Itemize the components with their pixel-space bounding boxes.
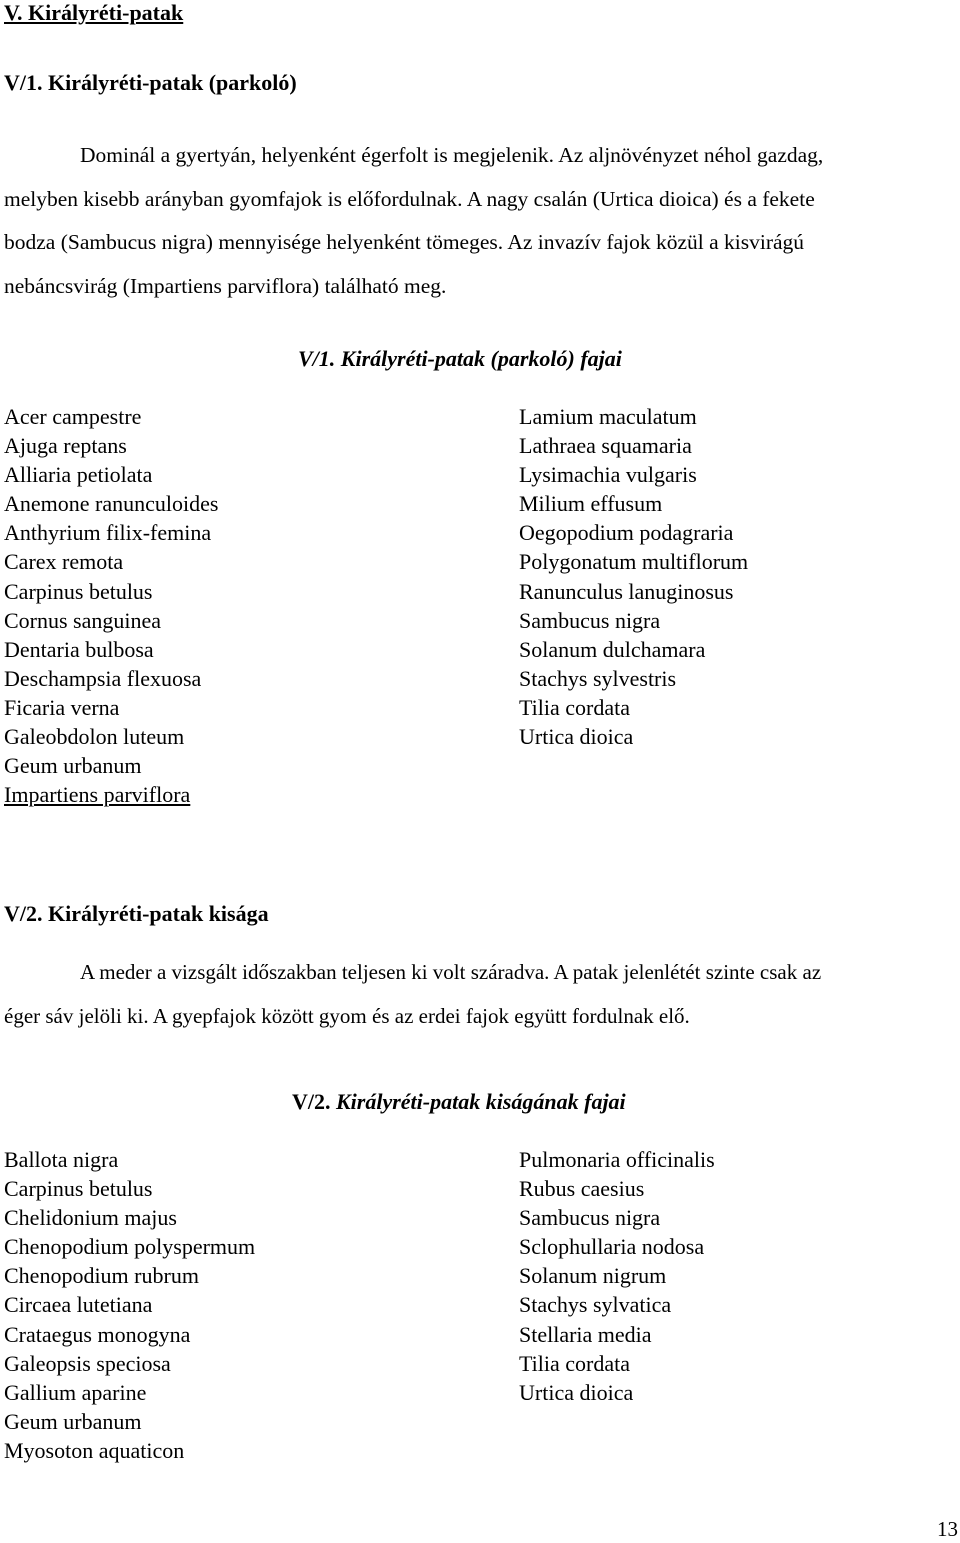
species-item: Cornus sanguinea [4, 607, 162, 633]
species-item: Chenopodium polyspermum [4, 1234, 256, 1260]
species-list-1-right [519, 402, 748, 751]
species-item: Carex remota [4, 549, 124, 575]
species-item: Galeobdolon luteum [4, 724, 185, 750]
species-item: Ballota nigra [4, 1147, 119, 1172]
section-title: V. Királyréti-patak [4, 0, 184, 25]
species-item: Oegopodium podagraria [519, 520, 734, 546]
species-item: Urtica dioica [519, 1379, 634, 1405]
species-item: Tilia cordata [519, 694, 630, 720]
species-item: Solanum dulchamara [519, 636, 706, 662]
species-item: Ficaria verna [4, 694, 120, 720]
species-item: Gallium aparine [4, 1379, 147, 1405]
subsection-1-table-caption: V/1. Királyréti-patak (parkoló) fajai [298, 346, 622, 371]
species-item: Dentaria bulbosa [4, 636, 154, 662]
species-item: Urtica dioica [519, 724, 634, 750]
species-item: Acer campestre [4, 404, 142, 429]
species-item: Geum urbanum [4, 753, 142, 779]
species-item: Polygonatum multiflorum [519, 549, 749, 575]
species-item: Sclophullaria nodosa [519, 1234, 705, 1260]
species-item: Ajuga reptans [4, 433, 127, 459]
species-item: Lathraea squamaria [519, 433, 692, 459]
paragraph-line: nebáncsvirág (Impartiens parviflora) található meg. [4, 273, 447, 298]
species-item: Anthyrium filix-femina [4, 520, 212, 546]
species-item: Ranunculus lanuginosus [519, 578, 734, 604]
subsection-2-heading: V/2. Királyréti-patak kisága [4, 901, 269, 926]
subsection-2-table-caption [292, 1089, 626, 1115]
subsection-1-heading: V/1. Királyréti-patak (parkoló) [4, 70, 297, 95]
species-item: Carpinus betulus [4, 578, 153, 604]
subsection-2-paragraph [4, 950, 960, 1038]
species-item: Milium effusum [519, 491, 663, 517]
species-item: Carpinus betulus [4, 1176, 153, 1202]
species-item: Chenopodium rubrum [4, 1263, 199, 1289]
species-item: Tilia cordata [519, 1350, 630, 1376]
species-item: Crataegus monogyna [4, 1321, 191, 1347]
species-item: Sambucus nigra [519, 607, 661, 633]
species-item: Impartiens parviflora [4, 782, 191, 808]
species-item: Lysimachia vulgaris [519, 462, 697, 488]
caption-prefix: V/2. [292, 1089, 331, 1114]
species-item: Alliaria petiolata [4, 462, 153, 488]
species-item: Galeopsis speciosa [4, 1350, 171, 1376]
species-item: Chelidonium majus [4, 1205, 177, 1231]
species-item: Pulmonaria officinalis [519, 1147, 715, 1172]
paragraph-line: A meder a vizsgált időszakban teljesen ki volt száradva. A patak jelenlétét szinte csak az [80, 960, 822, 984]
species-item: Stachys sylvatica [519, 1292, 672, 1318]
species-list-2-left [4, 1145, 255, 1465]
species-item: Solanum nigrum [519, 1263, 667, 1289]
species-list-1-left [4, 402, 218, 809]
species-item: Rubus caesius [519, 1176, 645, 1202]
page-number: 13 [937, 1517, 958, 1541]
species-item: Lamium maculatum [519, 404, 697, 429]
species-item: Deschampsia flexuosa [4, 665, 202, 691]
species-item: Anemone ranunculoides [4, 491, 219, 517]
species-item: Stellaria media [519, 1321, 652, 1347]
species-item: Myosoton aquaticon [4, 1437, 185, 1463]
caption-text: Királyréti-patak kiságának fajai [336, 1089, 626, 1114]
subsection-1-paragraph [4, 134, 960, 308]
species-item: Circaea lutetiana [4, 1292, 153, 1318]
paragraph-line: melyben kisebb arányban gyomfajok is előfordulnak. A nagy csalán (Urtica dioica) és a fekete [4, 186, 815, 211]
paragraph-line: Dominál a gyertyán, helyenként égerfolt is megjelenik. Az aljnövényzet néhol gazdag, [80, 143, 824, 167]
paragraph-line: bodza (Sambucus nigra) mennyisége helyenként tömeges. Az invazív fajok közül a kisvirágú [4, 230, 805, 254]
species-item: Geum urbanum [4, 1408, 142, 1434]
species-list-2-right [519, 1145, 715, 1407]
species-item: Stachys sylvestris [519, 665, 677, 691]
species-item: Sambucus nigra [519, 1205, 661, 1231]
paragraph-line: éger sáv jelöli ki. A gyepfajok között gyom és az erdei fajok együtt fordulnak elő. [4, 1004, 690, 1028]
